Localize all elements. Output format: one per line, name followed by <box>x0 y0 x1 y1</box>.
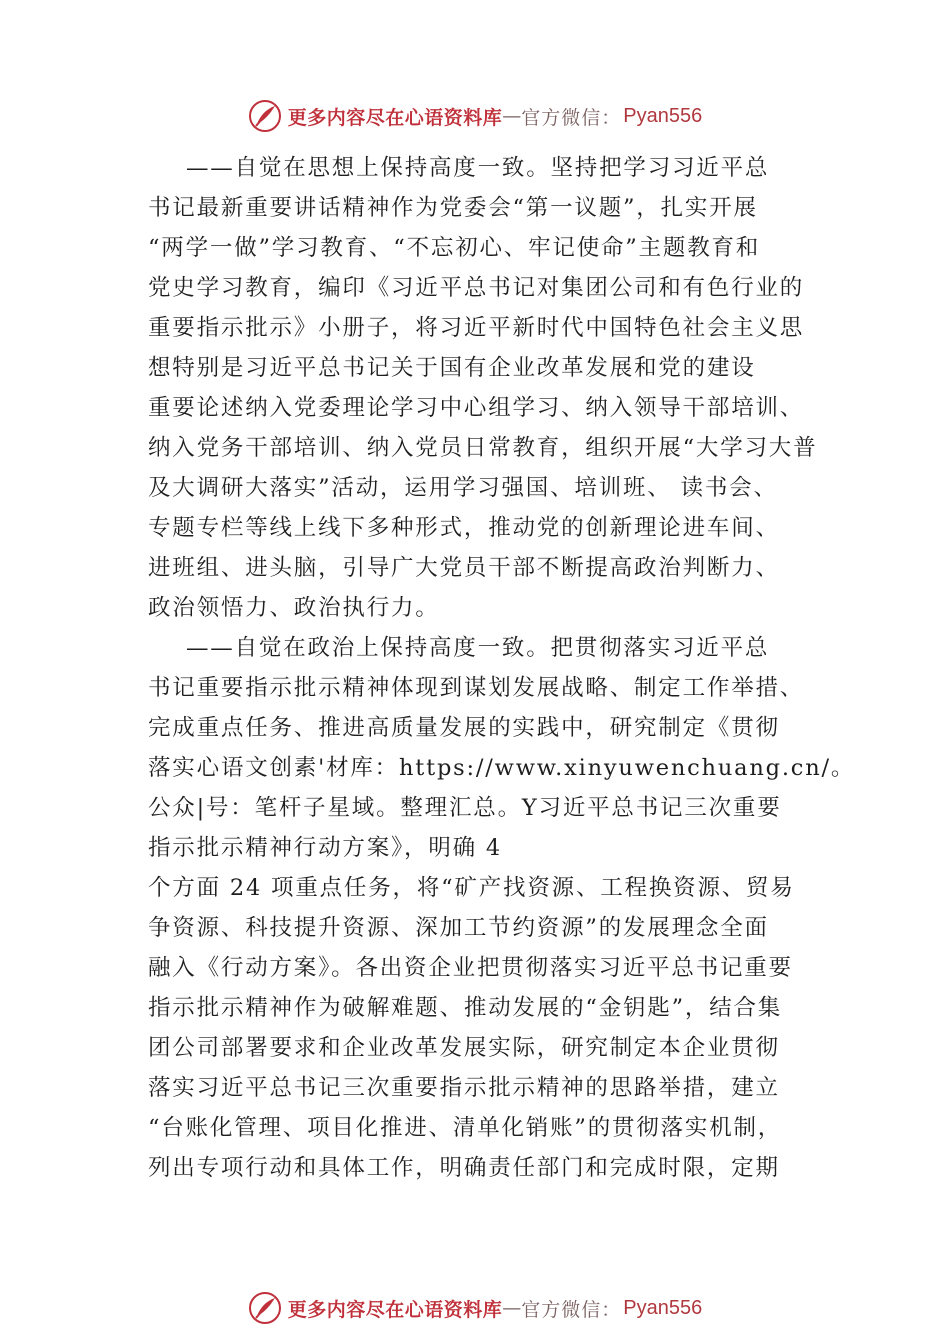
text-line: 政治领悟力、政治执行力。 <box>148 595 440 621</box>
text-line: 及大调研大落实”活动，运用学习强国、培训班、 读书会、 <box>148 475 778 501</box>
banner-title: 更多内容尽在心语资料库 <box>287 1298 503 1321</box>
text-line: “台账化管理、项目化推进、清单化销账”的贯彻落实机制， <box>148 1115 783 1141</box>
text-line: 想特别是习近平总书记关于国有企业改革发展和党的建设 <box>148 355 756 381</box>
banner-wechat-label: 官方微信： <box>521 106 622 129</box>
text-line: 党史学习教育，编印《习近平总书记对集团公司和有色行业的 <box>148 275 805 301</box>
quill-logo-icon <box>248 1291 282 1325</box>
text-line: 指示批示精神行动方案》，明确 4 <box>148 835 503 861</box>
text-line: 指示批示精神作为破解难题、推动发展的“金钥匙”，结合集 <box>148 995 783 1021</box>
banner-dash: — <box>502 1297 522 1319</box>
text-line: 完成重点任务、推进高质量发展的实践中，研究制定《贯彻 <box>148 715 780 741</box>
text-line: 融入《行动方案》。各出资企业把贯彻落实习近平总书记重要 <box>148 955 793 981</box>
banner-title: 更多内容尽在心语资料库 <box>287 106 503 129</box>
text-line: 重要指示批示》小册子，将习近平新时代中国特色社会主义思 <box>148 315 805 341</box>
text-line: 列出专项行动和具体工作，明确责任部门和完成时限，定期 <box>148 1155 780 1181</box>
text-line: 书记最新重要讲话精神作为党委会“第一议题”，扎实开展 <box>148 195 758 221</box>
text-line: 专题专栏等线上线下多种形式，推动党的创新理论进车间、 <box>148 515 780 541</box>
text-line: 公众|号：笔杆子星域。整理汇总。Y习近平总书记三次重要 <box>148 795 782 821</box>
quill-logo-icon <box>248 99 282 133</box>
text-line: 落实习近平总书记三次重要指示批示精神的思路举措，建立 <box>148 1075 780 1101</box>
banner-wechat-label: 官方微信： <box>521 1298 622 1321</box>
text-line: 争资源、科技提升资源、深加工节约资源”的发展理念全面 <box>148 915 769 941</box>
text-line: ——自觉在思想上保持高度一致。坚持把学习习近平总 <box>186 155 770 181</box>
text-line: 纳入党务干部培训、纳入党员日常教育，组织开展“大学习大普 <box>148 435 818 461</box>
header-banner <box>0 96 950 136</box>
banner-dash: — <box>502 105 522 127</box>
text-line: “两学一做”学习教育、“不忘初心、牢记使命”主题教育和 <box>148 235 761 261</box>
text-line: 进班组、进头脑，引导广大党员干部不断提高政治判断力、 <box>148 555 780 581</box>
text-line: 书记重要指示批示精神体现到谋划发展战略、制定工作举措、 <box>148 675 805 701</box>
document-body <box>148 148 856 1188</box>
text-line: 重要论述纳入党委理论学习中心组学习、纳入领导干部培训、 <box>148 395 805 421</box>
banner-wechat-id: Pyan556 <box>623 1296 703 1319</box>
text-line: 落实心语文创素'材库：https://www.xinyuwenchuang.cn/。 <box>148 755 856 781</box>
text-line: ——自觉在政治上保持高度一致。把贯彻落实习近平总 <box>186 635 770 661</box>
footer-banner <box>0 1288 950 1328</box>
text-line: 个方面 24 项重点任务，将“矿产找资源、工程换资源、贸易 <box>148 875 795 901</box>
text-line: 团公司部署要求和企业改革发展实际，研究制定本企业贯彻 <box>148 1035 780 1061</box>
banner-wechat-id: Pyan556 <box>623 104 703 127</box>
